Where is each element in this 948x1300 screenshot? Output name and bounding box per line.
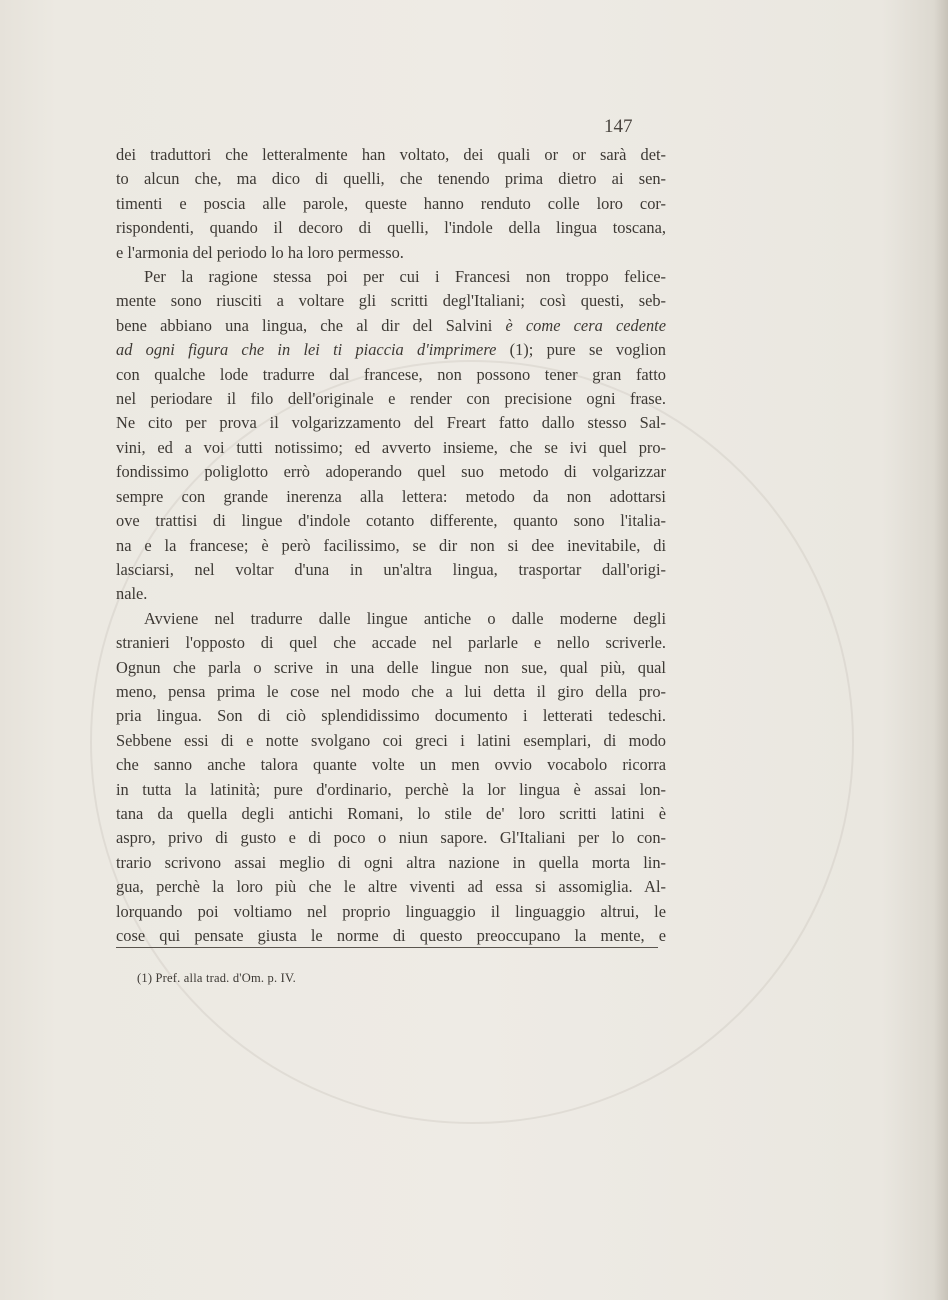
text-line: lasciarsi, nel voltar d'una in un'altra lingua, trasportar dall'origi- [116,559,666,579]
text-line: mente sono riusciti a voltare gli scritti degl'Italiani; così questi, seb- [116,291,666,311]
text-line: sempre con grande inerenza alla lettera: metodo da non adottarsi [116,486,666,506]
page-edge-shadow [934,0,948,1300]
text-line: dei traduttori che letteralmente han voltato, dei quali or or sarà det- [116,145,666,164]
text-line: Sebbene essi di e notte svolgano coi greci i latini esemplari, di modo [116,730,666,750]
text-line: nale. [116,584,148,604]
text-segment: (1); pure se voglion [496,340,666,360]
italic-quote: ad ogni figura che in lei ti piaccia d'imprimere [116,340,497,360]
text-line: in tutta la latinità; pure d'ordinario, perchè la lor lingua è assai lon- [116,779,666,799]
text-line: che sanno anche talora quante volte un men ovvio vocabolo ricorra [116,755,666,775]
text-line: con qualche lode tradurre dal francese, non possono tener gran fatto [116,364,666,384]
text-line: gua, perchè la loro più che le altre viventi ad essa si assomiglia. Al- [116,877,666,897]
text-line: ove trattisi di lingue d'indole cotanto differente, quanto sono l'italia- [116,511,666,531]
text-line [116,314,666,338]
paragraph-3 [116,607,666,949]
text-line: Per la ragione stessa poi per cui i Francesi non troppo felice- [144,267,666,287]
text-line: trario scrivono assai meglio di ogni altra nazione in quella morta lin- [116,852,666,872]
text-line: Ognun che parla o scrive in una delle lingue non sue, qual più, qual [116,657,666,677]
text-line: pria lingua. Son di ciò splendidissimo documento i letterati tedeschi. [116,706,666,726]
text-line: vini, ed a voi tutti notissimo; ed avverto insieme, che se ivi quel pro- [116,437,666,457]
text-line: e l'armonia del periodo lo ha loro permesso. [116,242,404,262]
footnote: (1) Pref. alla trad. d'Om. p. IV. [137,971,296,985]
text-line: rispondenti, quando il decoro di quelli, l'indole della lingua toscana, [116,218,666,238]
text-line: to alcun che, ma dico di quelli, che tenendo prima dietro ai sen- [116,169,666,189]
text-line: tana da quella degli antichi Romani, lo stile de' loro scritti latini è [116,803,666,823]
text-line: timenti e poscia alle parole, queste hanno renduto colle loro cor- [116,193,666,213]
paragraph-1 [116,143,666,265]
text-line: na e la francese; è però facilissimo, se dir non si dee inevitabile, di [116,535,666,555]
text-segment: bene abbiano una lingua, che al dir del Salvini [116,315,506,335]
text-line: stranieri l'opposto di quel che accade nel parlarle e nello scriverle. [116,633,666,653]
text-line: aspro, privo di gusto e di poco o niun sapore. Gl'Italiani per lo con- [116,828,666,848]
text-line: nel periodare il filo dell'originale e render con precisione ogni frase. [116,389,666,409]
page-number: 147 [604,116,633,137]
text-line: lorquando poi voltiamo nel proprio linguaggio il linguaggio altrui, le [116,901,666,921]
italic-quote: è come cera cedente [505,315,667,335]
text-line: Avviene nel tradurre dalle lingue antiche o dalle moderne degli [144,608,666,628]
text-line: Ne cito per prova il volgarizzamento del Freart fatto dallo stesso Sal- [116,413,666,433]
text-line [116,338,666,362]
body-text [116,143,666,948]
text-line: fondissimo poliglotto errò adoperando quel suo metodo di volgarizzar [116,462,666,482]
footnote-rule [116,947,658,948]
paragraph-2 [116,265,666,607]
text-line: cose qui pensate giusta le norme di questo preoccupano la mente, e [116,926,666,945]
text-line: meno, pensa prima le cose nel modo che a lui detta il giro della pro- [116,681,666,701]
